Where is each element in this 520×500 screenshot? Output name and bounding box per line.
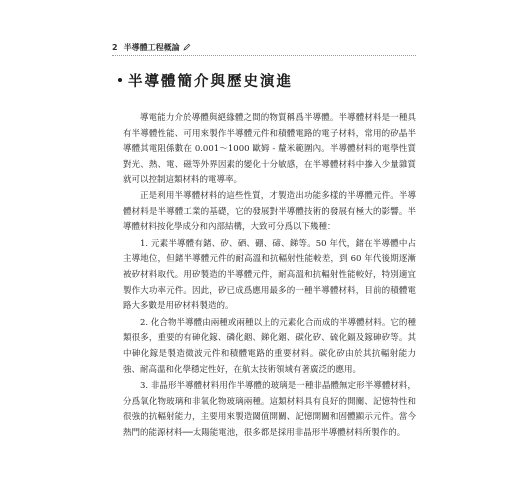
section-title: 半導體簡介與歷史演進	[128, 72, 293, 90]
paragraph-intro: 導電能力介於導體與絕緣體之間的物質稱爲半導體。半導體材料是一種具有半導體性能、可用來製作半導體元件和積體電路的電子材料，常用的矽晶半導體其電阻係數在 0.001～1000 歐姆 - 釐米範圍內。半導體材料的電學性質對光、熱、電、磁等外界因素的變化十分敏感，在半導體材料中摻入少量雜質就可以控制這類材料的電導率。	[123, 113, 416, 186]
pencil-icon	[183, 43, 191, 51]
paragraph-amorphous: 3. 非晶形半導體材料用作半導體的玻璃是一種非晶體無定形半導體材料，分爲氧化物玻璃和非氧化物玻璃兩種。這類材料具有良好的開關、記憶特性和很強的抗輻射能力，主要用來製造閾值開關、記憶開關和固體顯示元件。當今熱門的能源材料──太陽能電池，很多都是採用非晶形半導體材料所製作的。	[123, 381, 416, 438]
paragraph-compound: 2. 化合物半導體由兩種或兩種以上的元素化合而成的半導體材料。它的種類很多，重要的有砷化鎵、磷化銦、銻化銦、碳化矽、硫化鎘及鎵砷矽等。其中砷化鎵是製造微波元件和積體電路的重要材料。碳化矽由於其抗輻射能力強、耐高溫和化學穩定性好，在航太技術領域有著廣泛的應用。	[123, 317, 416, 375]
book-title: 半導體工程概論	[123, 42, 180, 52]
page-number: 2	[112, 42, 118, 52]
section-heading	[118, 69, 293, 91]
heading-bullet	[118, 78, 122, 82]
paragraph-elemental: 1. 元素半導體有鍺、矽、硒、硼、碲、銻等。50 年代，鍺在半導體中占主導地位，但鍺半導體元件的耐高溫和抗輻射性能較差，到 60 年代後期逐漸被矽材料取代。用矽製造的半導體元件，耐高溫和抗輻射性能較好，特別適宜製作大功率元件。因此，矽已成爲應用最多的一種半導體材料，目前的積體電路大多數是用矽材料製造的。	[123, 238, 416, 312]
paragraph-classification: 正是利用半導體材料的這些性質，才製造出功能多樣的半導體元件。半導體材料是半導體工業的基礎，它的發展對半導體技術的發展有極大的影響。半導體材料按化學成分和內部結構，大致可分爲以下幾種：	[123, 190, 416, 233]
header-divider	[112, 55, 416, 56]
running-header	[112, 40, 416, 54]
body-text	[123, 111, 416, 441]
